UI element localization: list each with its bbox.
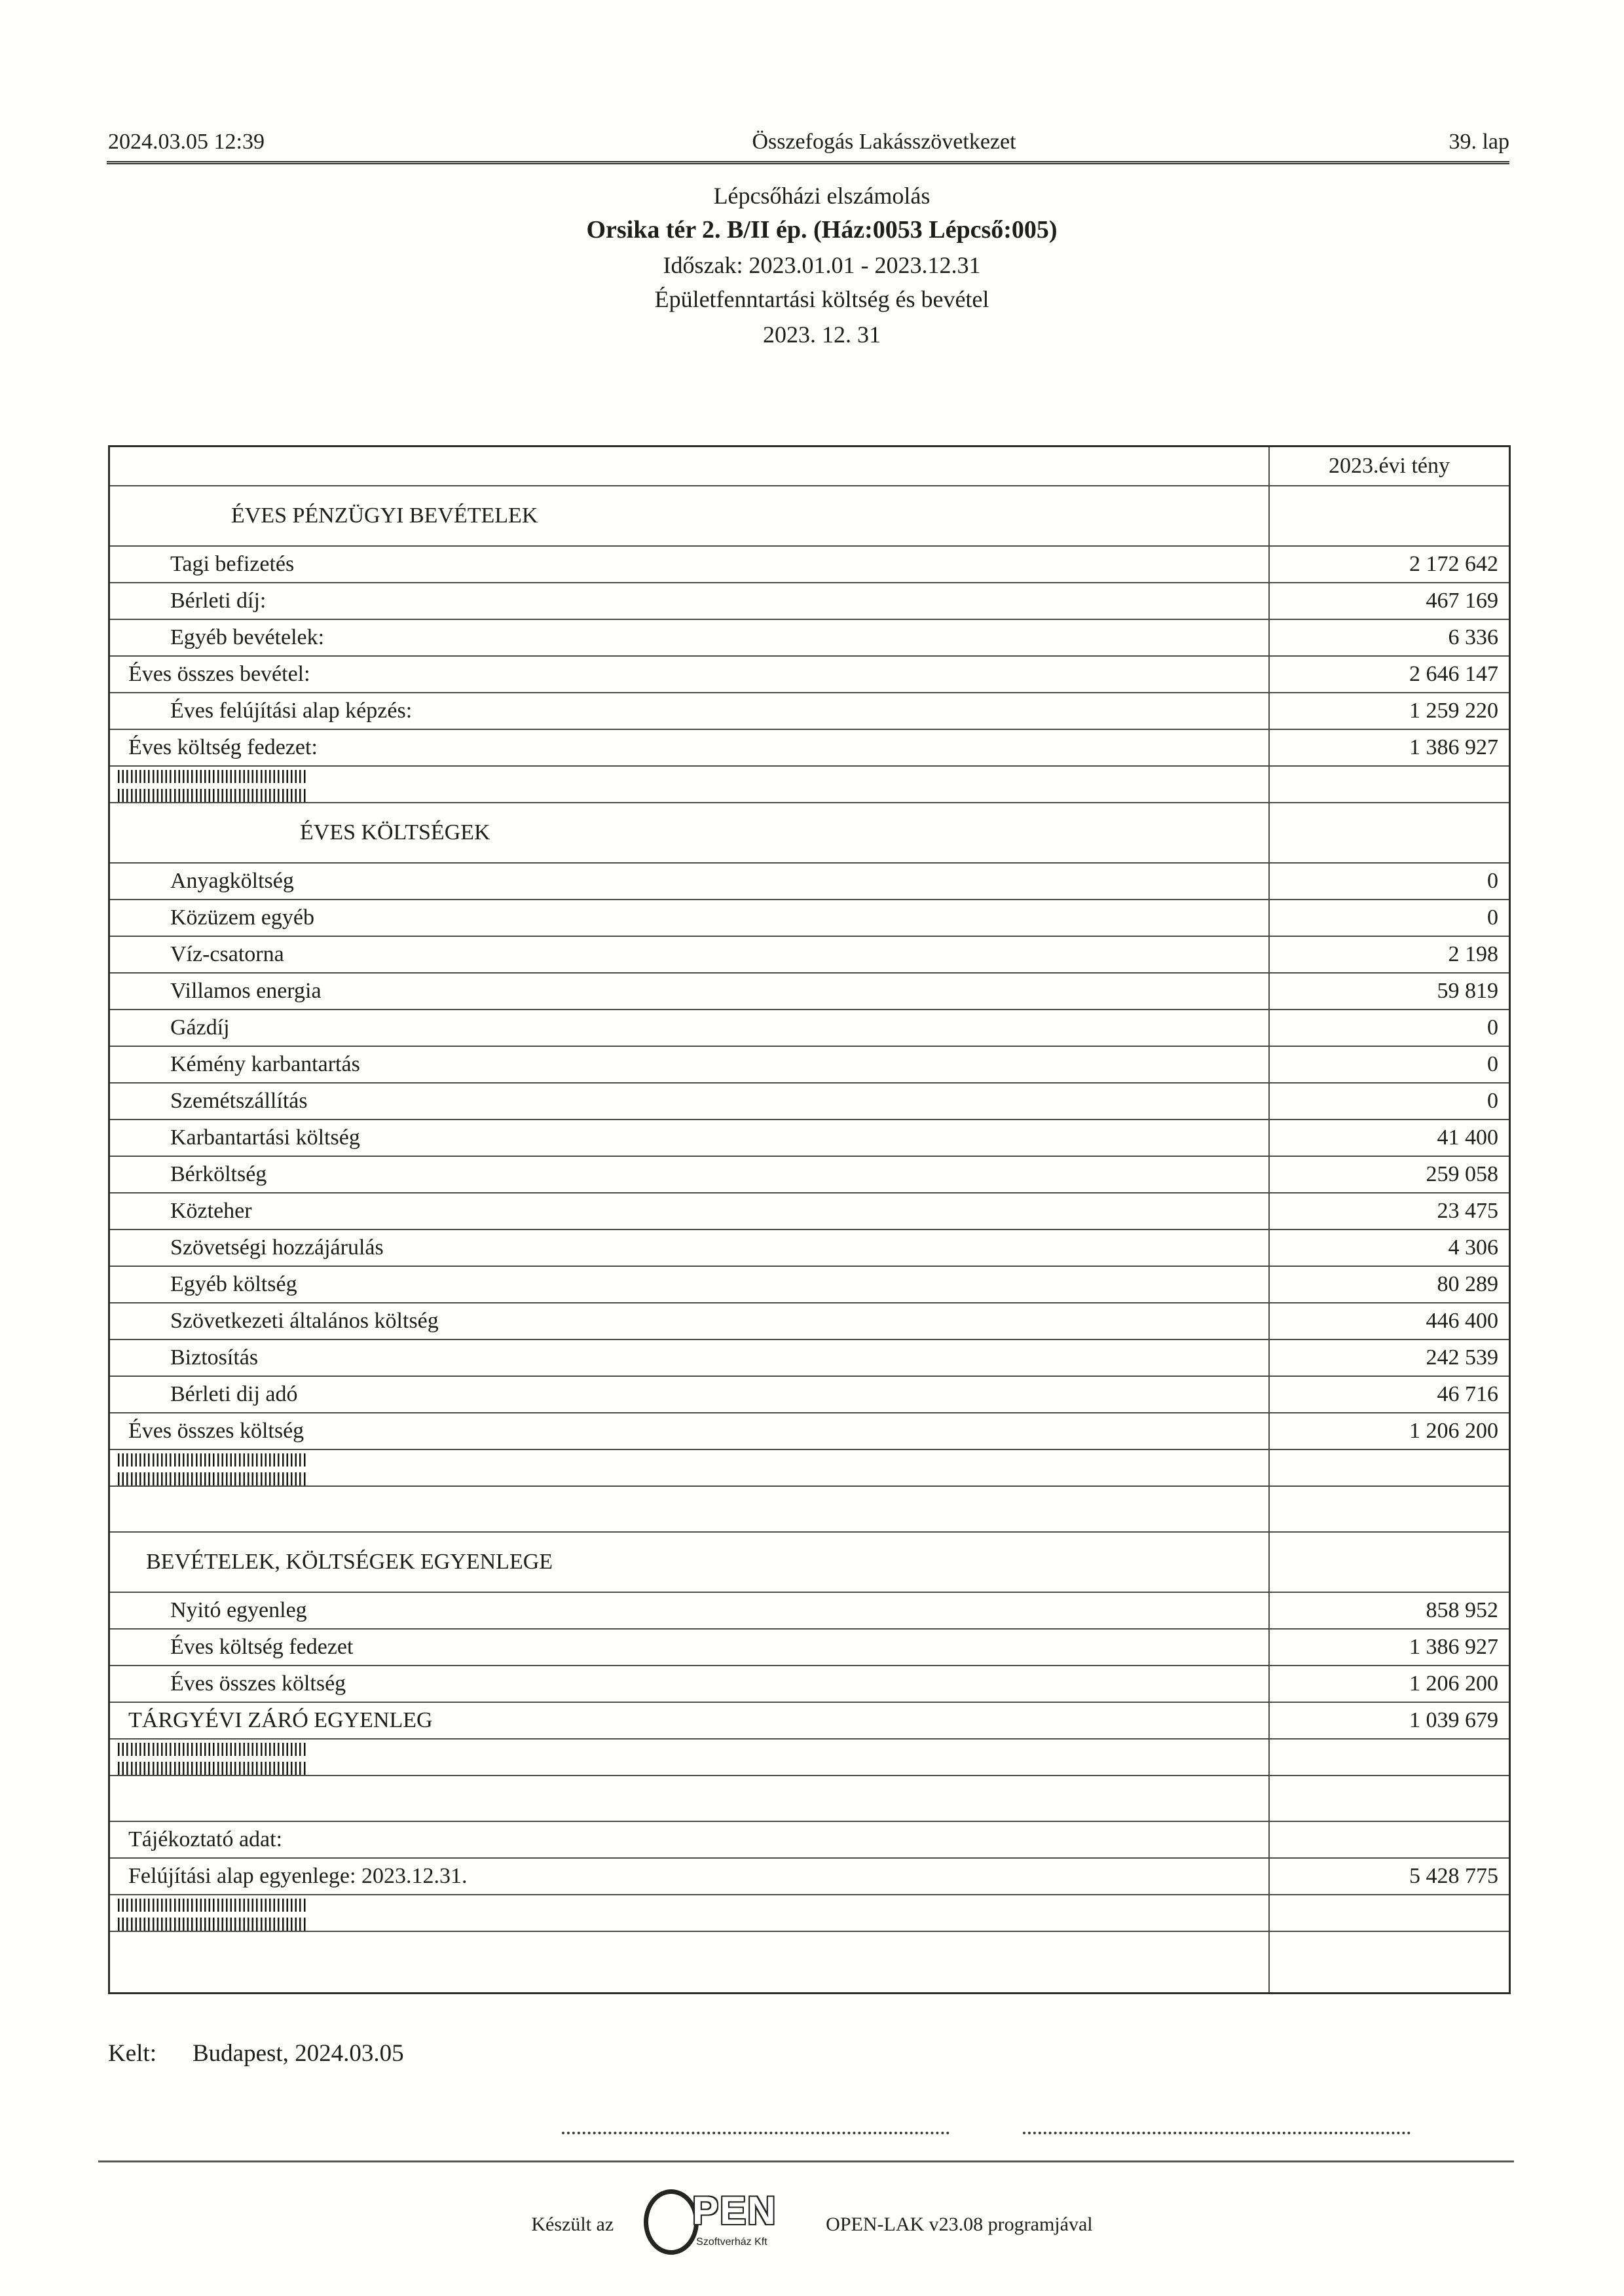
row-value: 1 386 927 bbox=[1409, 1635, 1498, 1659]
table-row bbox=[110, 1340, 1509, 1377]
row-label-cell bbox=[110, 693, 1270, 729]
page-number: 39. lap bbox=[1449, 130, 1509, 154]
row-value: 1 386 927 bbox=[1409, 735, 1498, 759]
empty-row bbox=[110, 1932, 1509, 1992]
report-table bbox=[108, 445, 1511, 1994]
row-value-cell bbox=[1270, 1822, 1509, 1857]
row-value: 5 428 775 bbox=[1409, 1864, 1498, 1888]
table-row bbox=[110, 1630, 1509, 1666]
row-label-cell bbox=[110, 1895, 1270, 1931]
row-value-cell bbox=[1270, 803, 1509, 862]
report-subtitle: Épületfenntartási költség és bevétel bbox=[654, 286, 989, 312]
row-label-cell bbox=[110, 1084, 1270, 1119]
row-value: 1 206 200 bbox=[1409, 1419, 1498, 1443]
row-label: Anyagköltség bbox=[170, 869, 294, 893]
row-value-cell bbox=[1270, 1895, 1509, 1931]
row-value-cell bbox=[1270, 730, 1509, 765]
table-row bbox=[110, 1303, 1509, 1340]
signature-line-right bbox=[1023, 2132, 1411, 2134]
row-value-cell bbox=[1270, 767, 1509, 802]
row-label-cell bbox=[110, 1822, 1270, 1857]
row-value: 41 400 bbox=[1437, 1125, 1498, 1150]
row-value-cell bbox=[1270, 1377, 1509, 1412]
kelt-label: Kelt: bbox=[108, 2040, 157, 2067]
row-label: Éves felújítási alap képzés: bbox=[170, 699, 413, 723]
row-label: Egyéb bevételek: bbox=[170, 625, 325, 649]
row-value-cell bbox=[1270, 1303, 1509, 1339]
row-label: Éves költség fedezet bbox=[170, 1635, 354, 1659]
openlak-logo bbox=[644, 2187, 796, 2263]
row-label: BEVÉTELEK, KÖLTSÉGEK EGYENLEGE bbox=[146, 1550, 553, 1574]
made-with-line bbox=[0, 2187, 1624, 2263]
row-value-cell bbox=[1270, 1593, 1509, 1628]
row-value-cell bbox=[1270, 1487, 1509, 1531]
table-row bbox=[110, 1703, 1509, 1740]
header-rule bbox=[107, 161, 1509, 164]
row-label-cell bbox=[110, 1487, 1270, 1531]
row-label-cell bbox=[110, 1932, 1270, 1992]
table-row bbox=[110, 900, 1509, 937]
row-value: 59 819 bbox=[1437, 979, 1498, 1003]
row-value: 1 206 200 bbox=[1409, 1671, 1498, 1696]
table-row bbox=[110, 1010, 1509, 1047]
table-row bbox=[110, 1859, 1509, 1895]
table-row bbox=[110, 1120, 1509, 1157]
openlak-logo-subtext: Szoftverház Kft bbox=[696, 2236, 767, 2248]
row-label-cell bbox=[110, 447, 1270, 485]
made-with-suffix: OPEN-LAK v23.08 programjával bbox=[826, 2214, 1093, 2235]
row-label-cell bbox=[110, 1450, 1270, 1485]
row-value: 467 169 bbox=[1426, 589, 1498, 613]
row-value: 446 400 bbox=[1426, 1309, 1498, 1333]
row-value-cell bbox=[1270, 1450, 1509, 1485]
row-label: Gázdíj bbox=[170, 1015, 230, 1040]
table-row bbox=[110, 937, 1509, 974]
row-value-cell bbox=[1270, 1194, 1509, 1229]
section-row bbox=[110, 803, 1509, 864]
section-row bbox=[110, 1533, 1509, 1593]
hatch-row bbox=[110, 767, 1509, 803]
row-value-cell bbox=[1270, 1703, 1509, 1738]
table-row bbox=[110, 1666, 1509, 1703]
row-label-cell bbox=[110, 1047, 1270, 1082]
row-label: Éves költség fedezet: bbox=[128, 735, 318, 759]
row-label-cell bbox=[110, 1740, 1270, 1775]
row-value: 2023.évi tény bbox=[1328, 454, 1450, 478]
row-label: Szemétszállítás bbox=[170, 1089, 308, 1113]
table-row bbox=[110, 1157, 1509, 1194]
row-label-cell bbox=[110, 767, 1270, 802]
hatch-pattern bbox=[118, 1899, 306, 1912]
row-label: Közüzem egyéb bbox=[170, 905, 314, 930]
row-label-cell bbox=[110, 1010, 1270, 1046]
row-value: 242 539 bbox=[1426, 1345, 1498, 1370]
row-value-cell bbox=[1270, 1630, 1509, 1665]
row-label-cell bbox=[110, 486, 1270, 545]
row-value: 0 bbox=[1487, 1089, 1498, 1113]
row-value: 2 646 147 bbox=[1409, 662, 1498, 686]
row-label-cell bbox=[110, 974, 1270, 1009]
row-label: Villamos energia bbox=[170, 979, 322, 1003]
organization-name: Összefogás Lakásszövetkezet bbox=[752, 130, 1016, 154]
print-datetime: 2024.03.05 12:39 bbox=[108, 130, 265, 154]
row-value-cell bbox=[1270, 447, 1509, 485]
row-label: TÁRGYÉVI ZÁRÓ EGYENLEG bbox=[128, 1708, 433, 1732]
row-label-cell bbox=[110, 657, 1270, 692]
row-label-cell bbox=[110, 937, 1270, 972]
row-label-cell bbox=[110, 1194, 1270, 1229]
row-label-cell bbox=[110, 1413, 1270, 1449]
row-label-cell bbox=[110, 620, 1270, 655]
row-label: Nyitó egyenleg bbox=[170, 1598, 307, 1622]
row-value-cell bbox=[1270, 974, 1509, 1009]
row-label-cell bbox=[110, 1533, 1270, 1592]
hatch-pattern bbox=[118, 770, 306, 783]
row-label: ÉVES PÉNZÜGYI BEVÉTELEK bbox=[231, 503, 538, 528]
row-label: Bérköltség bbox=[170, 1162, 267, 1186]
row-value-cell bbox=[1270, 1010, 1509, 1046]
table-row bbox=[110, 1593, 1509, 1630]
table-row bbox=[110, 1047, 1509, 1084]
row-value-cell bbox=[1270, 657, 1509, 692]
row-value-cell bbox=[1270, 547, 1509, 582]
hatch-row bbox=[110, 1740, 1509, 1776]
hatch-row bbox=[110, 1450, 1509, 1487]
hatch-pattern bbox=[118, 1743, 306, 1756]
row-value: 0 bbox=[1487, 905, 1498, 930]
row-value-cell bbox=[1270, 1230, 1509, 1266]
row-label-cell bbox=[110, 1230, 1270, 1266]
row-value: 46 716 bbox=[1437, 1382, 1498, 1406]
table-row bbox=[110, 1267, 1509, 1303]
table-row bbox=[110, 864, 1509, 900]
row-label-cell bbox=[110, 1703, 1270, 1738]
signature-line-left bbox=[562, 2132, 950, 2134]
row-value: 2 172 642 bbox=[1409, 552, 1498, 576]
row-value: 259 058 bbox=[1426, 1162, 1498, 1186]
row-value-cell bbox=[1270, 1413, 1509, 1449]
row-label: Bérleti díj: bbox=[170, 589, 267, 613]
row-label-cell bbox=[110, 1859, 1270, 1894]
row-value-cell bbox=[1270, 1157, 1509, 1192]
row-label-cell bbox=[110, 547, 1270, 582]
row-label-cell bbox=[110, 1267, 1270, 1302]
row-label-cell bbox=[110, 1120, 1270, 1156]
row-label-cell bbox=[110, 1666, 1270, 1702]
row-value-cell bbox=[1270, 1932, 1509, 1992]
row-value-cell bbox=[1270, 620, 1509, 655]
row-value-cell bbox=[1270, 1084, 1509, 1119]
row-label: Karbantartási költség bbox=[170, 1125, 360, 1150]
section-row bbox=[110, 486, 1509, 547]
row-value-cell bbox=[1270, 693, 1509, 729]
hatch-pattern bbox=[118, 1453, 306, 1467]
table-row bbox=[110, 583, 1509, 620]
report-date: 2023. 12. 31 bbox=[763, 321, 881, 348]
table-row bbox=[110, 1377, 1509, 1413]
row-value: 80 289 bbox=[1437, 1272, 1498, 1296]
empty-row bbox=[110, 1776, 1509, 1822]
row-value-cell bbox=[1270, 1533, 1509, 1592]
row-label-cell bbox=[110, 1776, 1270, 1821]
building-title: Orsika tér 2. B/II ép. (Ház:0053 Lépcső:005) bbox=[586, 216, 1058, 244]
row-value-cell bbox=[1270, 583, 1509, 619]
row-value-cell bbox=[1270, 864, 1509, 899]
table-row bbox=[110, 620, 1509, 657]
table-row bbox=[110, 730, 1509, 767]
row-value-cell bbox=[1270, 900, 1509, 936]
report-type-title: Lépcsőházi elszámolás bbox=[713, 183, 931, 209]
row-label-cell bbox=[110, 864, 1270, 899]
row-label-cell bbox=[110, 900, 1270, 936]
row-value: 2 198 bbox=[1448, 942, 1498, 966]
row-label-cell bbox=[110, 1303, 1270, 1339]
row-value-cell bbox=[1270, 937, 1509, 972]
row-label: Felújítási alap egyenlege: 2023.12.31. bbox=[128, 1864, 468, 1888]
hatch-pattern bbox=[118, 1472, 306, 1485]
column-header-row bbox=[110, 447, 1509, 486]
table-row bbox=[110, 1413, 1509, 1450]
row-label: Egyéb költség bbox=[170, 1272, 297, 1296]
row-label: Éves összes bevétel: bbox=[128, 662, 310, 686]
hatch-pattern bbox=[118, 1762, 306, 1775]
table-row bbox=[110, 974, 1509, 1010]
row-value: 23 475 bbox=[1437, 1199, 1498, 1223]
row-label-cell bbox=[110, 1157, 1270, 1192]
kelt-value: Budapest, 2024.03.05 bbox=[192, 2040, 404, 2067]
row-value-cell bbox=[1270, 1047, 1509, 1082]
row-label: Éves összes költség bbox=[170, 1671, 346, 1696]
row-label-cell bbox=[110, 1630, 1270, 1665]
hatch-row bbox=[110, 1895, 1509, 1932]
row-label-cell bbox=[110, 803, 1270, 862]
row-value-cell bbox=[1270, 1120, 1509, 1156]
openlak-logo-o-icon bbox=[644, 2189, 699, 2255]
row-label-cell bbox=[110, 1377, 1270, 1412]
openlak-logo-letters: PEN bbox=[692, 2189, 777, 2232]
row-label-cell bbox=[110, 1593, 1270, 1628]
row-label: Tájékoztató adat: bbox=[128, 1827, 283, 1851]
row-label-cell bbox=[110, 730, 1270, 765]
table-row bbox=[110, 657, 1509, 693]
row-value-cell bbox=[1270, 1340, 1509, 1376]
row-value: 6 336 bbox=[1448, 625, 1498, 649]
row-value: 1 259 220 bbox=[1409, 699, 1498, 723]
row-value-cell bbox=[1270, 1776, 1509, 1821]
row-label-cell bbox=[110, 1340, 1270, 1376]
row-value-cell bbox=[1270, 1666, 1509, 1702]
row-label: Éves összes költség bbox=[128, 1419, 304, 1443]
row-value: 0 bbox=[1487, 869, 1498, 893]
table-row bbox=[110, 693, 1509, 730]
row-value-cell bbox=[1270, 1859, 1509, 1894]
period-line: Időszak: 2023.01.01 - 2023.12.31 bbox=[663, 252, 981, 278]
row-label: Kémény karbantartás bbox=[170, 1052, 360, 1076]
table-row bbox=[110, 1084, 1509, 1120]
row-value-cell bbox=[1270, 1740, 1509, 1775]
made-with-prefix: Készült az bbox=[531, 2214, 614, 2235]
row-value: 0 bbox=[1487, 1015, 1498, 1040]
row-label: Bérleti dij adó bbox=[170, 1382, 298, 1406]
empty-row bbox=[110, 1487, 1509, 1533]
row-value: 858 952 bbox=[1426, 1598, 1498, 1622]
dated-at-line bbox=[108, 2039, 404, 2068]
row-label: Biztosítás bbox=[170, 1345, 259, 1370]
row-value: 1 039 679 bbox=[1409, 1708, 1498, 1732]
footer-rule bbox=[98, 2160, 1514, 2162]
row-label-cell bbox=[110, 583, 1270, 619]
hatch-pattern bbox=[118, 789, 306, 802]
table-row bbox=[110, 1194, 1509, 1230]
row-label: Szövetkezeti általános költség bbox=[170, 1309, 439, 1333]
table-row bbox=[110, 547, 1509, 583]
row-label: Víz-csatorna bbox=[170, 942, 284, 966]
row-label: Közteher bbox=[170, 1199, 252, 1223]
row-value-cell bbox=[1270, 486, 1509, 545]
table-row bbox=[110, 1230, 1509, 1267]
row-value: 0 bbox=[1487, 1052, 1498, 1076]
hatch-pattern bbox=[118, 1918, 306, 1931]
row-value-cell bbox=[1270, 1267, 1509, 1302]
row-label: Tagi befizetés bbox=[170, 552, 295, 576]
table-row bbox=[110, 1822, 1509, 1859]
row-value: 4 306 bbox=[1448, 1235, 1498, 1260]
row-label: ÉVES KÖLTSÉGEK bbox=[300, 820, 490, 845]
row-label: Szövetségi hozzájárulás bbox=[170, 1235, 384, 1260]
